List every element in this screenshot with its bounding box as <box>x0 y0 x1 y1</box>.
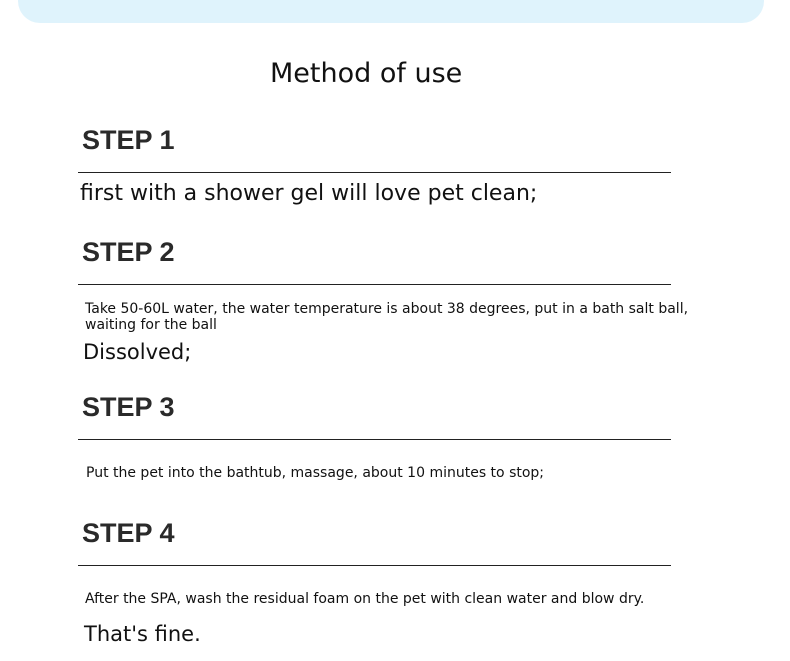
step-1-text: first with a shower gel will love pet clean; <box>80 181 538 206</box>
step-2-divider <box>78 284 671 285</box>
page-title: Method of use <box>270 58 463 89</box>
top-banner <box>18 0 764 23</box>
step-1-heading: STEP 1 <box>82 125 175 155</box>
step-4-text-continued: That's fine. <box>84 622 201 646</box>
step-4-text: After the SPA, wash the residual foam on the pet with clean water and blow dry. <box>85 591 645 607</box>
step-2-heading: STEP 2 <box>82 237 175 267</box>
step-3-divider <box>78 439 671 440</box>
step-1-divider <box>78 172 671 173</box>
step-4-heading: STEP 4 <box>82 518 175 548</box>
step-3-text: Put the pet into the bathtub, massage, about 10 minutes to stop; <box>86 465 545 481</box>
step-3-heading: STEP 3 <box>82 392 175 422</box>
step-4-divider <box>78 565 671 566</box>
step-2-text-continued: Dissolved; <box>83 340 192 364</box>
step-2-text: Take 50-60L water, the water temperature is about 38 degrees, put in a bath salt ball, waiting for the ball <box>85 301 689 333</box>
